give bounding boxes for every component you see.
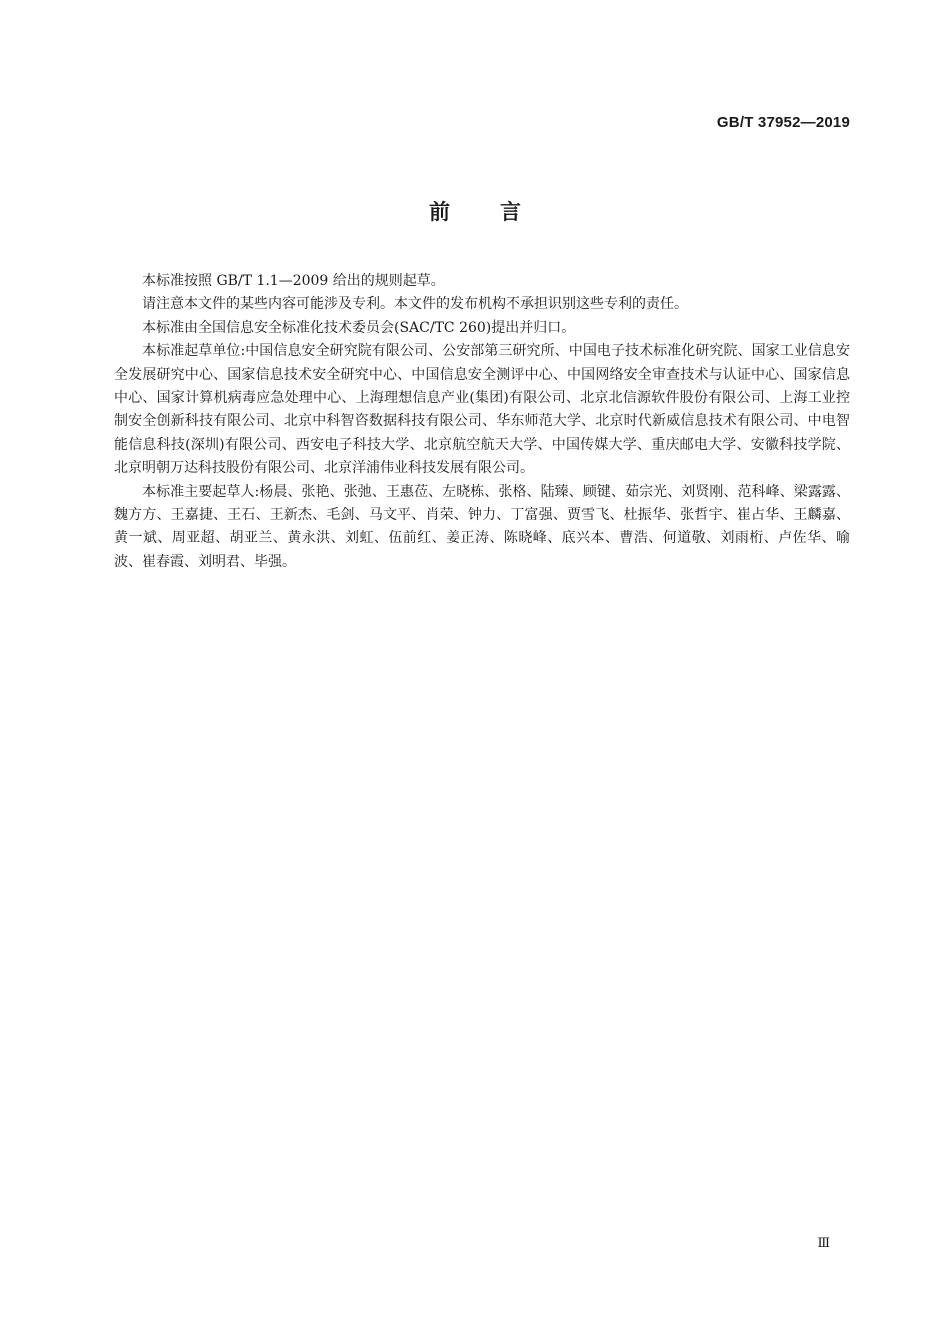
- page-title: 前言: [429, 200, 571, 224]
- paragraph-proposer: 本标准由全国信息安全标准化技术委员会(SAC/TC 260)提出并归口。: [142, 319, 576, 336]
- standard-number: GB/T 37952—2019: [716, 114, 850, 131]
- paragraph-patent-notice: 请注意本文件的某些内容可能涉及专利。本文件的发布机构不承担识别这些专利的责任。: [142, 296, 688, 313]
- page-number: Ⅲ: [817, 1236, 830, 1251]
- paragraph-drafting-rules: 本标准按照 GB/T 1.1—2009 给出的规则起草。: [142, 273, 445, 289]
- paragraph-drafting-units: 本标准起草单位:中国信息安全研究院有限公司、公安部第三研究所、中国电子技术标准化研究院、国家工业信息安全发展研究中心、国家信息技术安全研究中心、中国信息安全测评中心、中国网络安全审查技术与认证中心、国家信息中心、国家计算机病毒应急处理中心、上海理想信息产业(集团)有限公司、北京北信源软件股份有限公司、上海工业控制安全创新科技有限公司、北京中科智咨数据科技有限公司、华东师范大学、北京时代新威信息技术有限公司、中电智能信息科技(深圳)有限公司、西安电子科技大学、北京航空航天大学、中国传媒大学、重庆邮电大学、安徽科技学院、北京明朝万达科技股份有限公司、北京洋浦伟业科技发展有限公司。: [114, 343, 850, 477]
- foreword-body: [114, 270, 850, 574]
- paragraph-drafters: 本标准主要起草人:杨晨、张艳、张弛、王惠莅、左晓栋、张格、陆臻、顾键、茹宗光、刘贤刚、范科峰、梁露露、魏方方、王嘉捷、王石、王新杰、毛剑、马文平、肖荣、钟力、丁富强、贾雪飞、杜振华、张哲宇、崔占华、王麟嘉、黄一斌、周亚超、胡亚兰、黄永洪、刘虹、伍前红、姜正涛、陈晓峰、底兴本、曹浩、何道敬、刘雨桁、卢佐华、喻波、崔春霞、刘明君、毕强。: [114, 483, 850, 570]
